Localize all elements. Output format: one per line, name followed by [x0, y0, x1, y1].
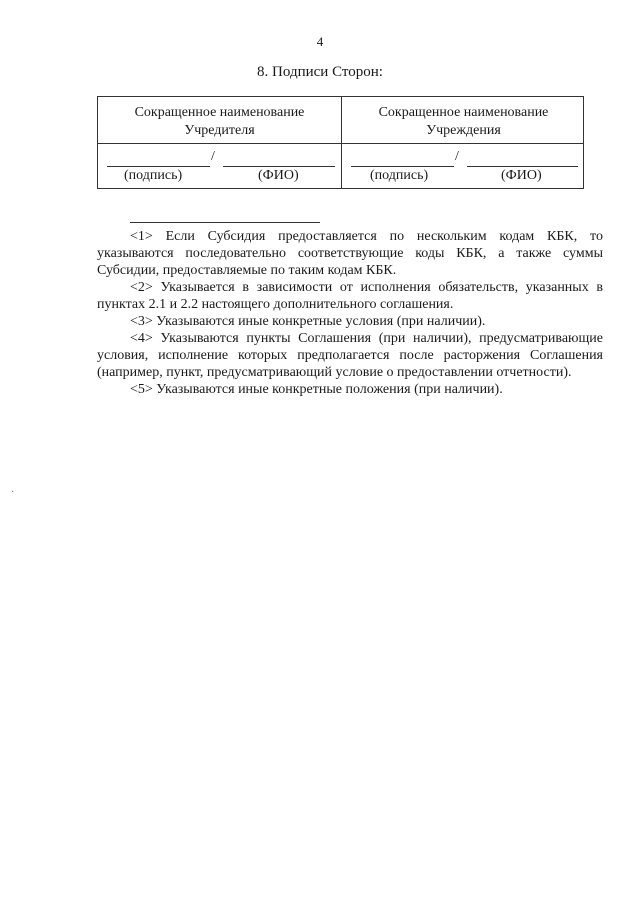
- footnotes: [97, 228, 603, 398]
- founder-slash: /: [211, 149, 215, 164]
- footnote-5: <5> Указываются иные конкретные положения (при наличии).: [130, 382, 503, 397]
- founder-header-line2: Учредителя: [184, 123, 255, 138]
- founder-name-caption: (ФИО): [258, 168, 299, 183]
- signature-table: [97, 96, 584, 189]
- footnote-2: <2> Указывается в зависимости от исполнения обязательств, указанных в пунктах 2.1 и 2.2 настоящего дополнительного соглашения.: [97, 280, 603, 312]
- scan-mark: ·: [11, 487, 15, 498]
- founder-signature-line[interactable]: [107, 154, 210, 167]
- institution-name-caption: (ФИО): [501, 168, 542, 183]
- founder-header-line1: Сокращенное наименование: [134, 105, 305, 120]
- footnote-3: <3> Указываются иные конкретные условия (при наличии).: [130, 314, 486, 329]
- footnote-4: <4> Указываются пункты Соглашения (при наличии), предусматривающие условия, исполнение которых предполагается после расторжения Соглашения (например, пункт, предусматривающий условие о предоставлении отчетности).: [97, 331, 603, 380]
- page-number: 4: [316, 34, 324, 49]
- table-divider-horizontal: [98, 143, 583, 144]
- institution-header-line2: Учреждения: [426, 123, 501, 138]
- section-title: 8. Подписи Сторон:: [257, 64, 383, 80]
- founder-signature-caption: (подпись): [124, 168, 183, 183]
- founder-name-line[interactable]: [223, 154, 335, 167]
- institution-signature-line[interactable]: [351, 154, 454, 167]
- institution-name-line[interactable]: [467, 154, 578, 167]
- institution-slash: /: [455, 149, 459, 164]
- institution-signature-caption: (подпись): [370, 168, 429, 183]
- founder-header: [98, 104, 341, 140]
- institution-header: [342, 104, 585, 140]
- footnote-separator: [130, 222, 320, 223]
- institution-header-line1: Сокращенное наименование: [378, 105, 549, 120]
- footnote-1: <1> Если Субсидия предоставляется по нескольким кодам КБК, то указываются последовательно соответствующие коды КБК, а также суммы Субсидии, предоставляемые по таким кодам КБК.: [97, 229, 603, 278]
